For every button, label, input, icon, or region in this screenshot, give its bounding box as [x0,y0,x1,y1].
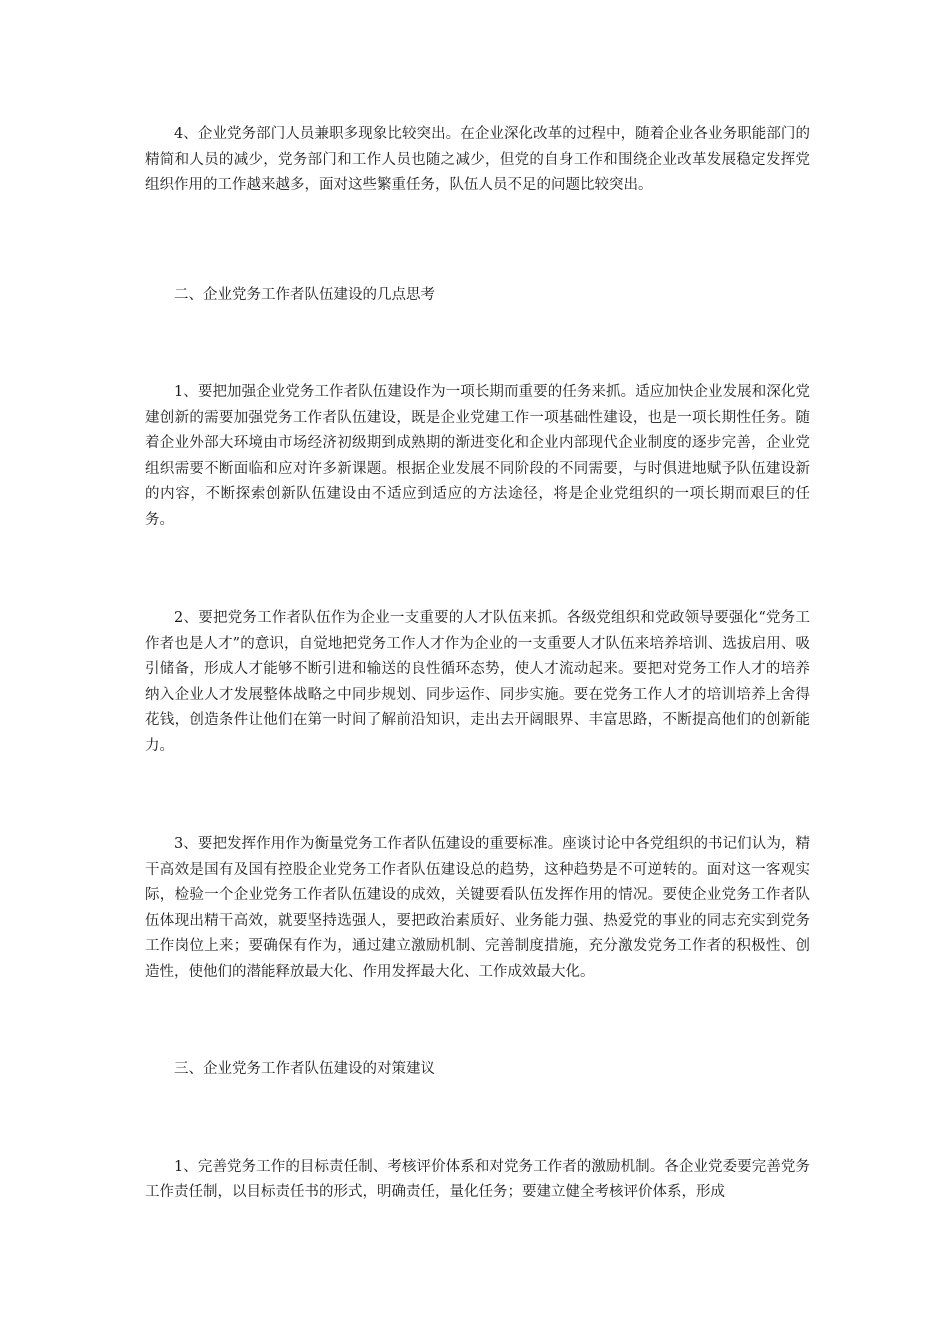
paragraph-4-part-time-staff: 4、企业党务部门人员兼职多现象比较突出。在企业深化改革的过程中，随着企业各业务职能部门的精简和人员的减少，党务部门和工作人员也随之减少，但党的自身工作和围绕企业改革发展稳定发挥党组织作用的工作越来越多，面对这些繁重任务，队伍人员不足的问题比较突出。 [145,126,810,193]
paragraph-3-role-standard: 3、要把发挥作用作为衡量党务工作者队伍建设的重要标准。座谈讨论中各党组织的书记们认为，精干高效是国有及国有控股企业党务工作者队伍建设总的趋势，这种趋势是不可逆转的。面对这一客观实际，检验一个企业党务工作者队伍建设的成效，关键要看队伍发挥作用的情况。要使企业党务工作者队伍体现出精干高效，就要坚持选强人，要把政治素质好、业务能力强、热爱党的事业的同志充实到党务工作岗位上来；要确保有作为，通过建立激励机制、完善制度措施，充分激发党务工作者的积极性、创造性，使他们的潜能释放最大化、作用发挥最大化、工作成效最大化。 [145,836,810,980]
paragraph-1-responsibility-system: 1、完善党务工作的目标责任制、考核评价体系和对党务工作者的激励机制。各企业党委要完善党务工作责任制，以目标责任书的形式，明确责任，量化任务；要建立健全考核评价体系，形成 [145,1158,810,1200]
paragraph-2-talent-team: 2、要把党务工作者队伍作为企业一支重要的人才队伍来抓。各级党组织和党政领导要强化“党务工作者也是人才”的意识，自觉地把党务工作人才作为企业的一支重要人才队伍来培养培训、选拔启用、吸引储备，形成人才能够不断引进和输送的良性循环态势，使人才流动起来。要把对党务工作人才的培养纳入企业人才发展整体战略之中同步规划、同步运作、同步实施。要在党务工作人才的培训培养上舍得花钱，创造条件让他们在第一时间了解前沿知识，走出去开阔眼界、丰富思路，不断提高他们的创新能力。 [145,610,810,754]
document-page [145,122,810,1206]
section-heading-2: 二、企业党务工作者队伍建设的几点思考 [174,286,435,303]
paragraph-1-long-term-task: 1、要把加强企业党务工作者队伍建设作为一项长期而重要的任务来抓。适应加快企业发展和深化党建创新的需要加强党务工作者队伍建设，既是企业党建工作一项基础性建设，也是一项长期性任务。随着企业外部大环境由市场经济初级期到成熟期的渐进变化和企业内部现代企业制度的逐步完善，企业党组织需要不断面临和应对许多新课题。根据企业发展不同阶段的不同需要，与时俱进地赋予队伍建设新的内容，不断探索创新队伍建设由不适应到适应的方法途径，将是企业党组织的一项长期而艰巨的任务。 [145,384,810,528]
section-heading-3: 三、企业党务工作者队伍建设的对策建议 [174,1061,435,1077]
